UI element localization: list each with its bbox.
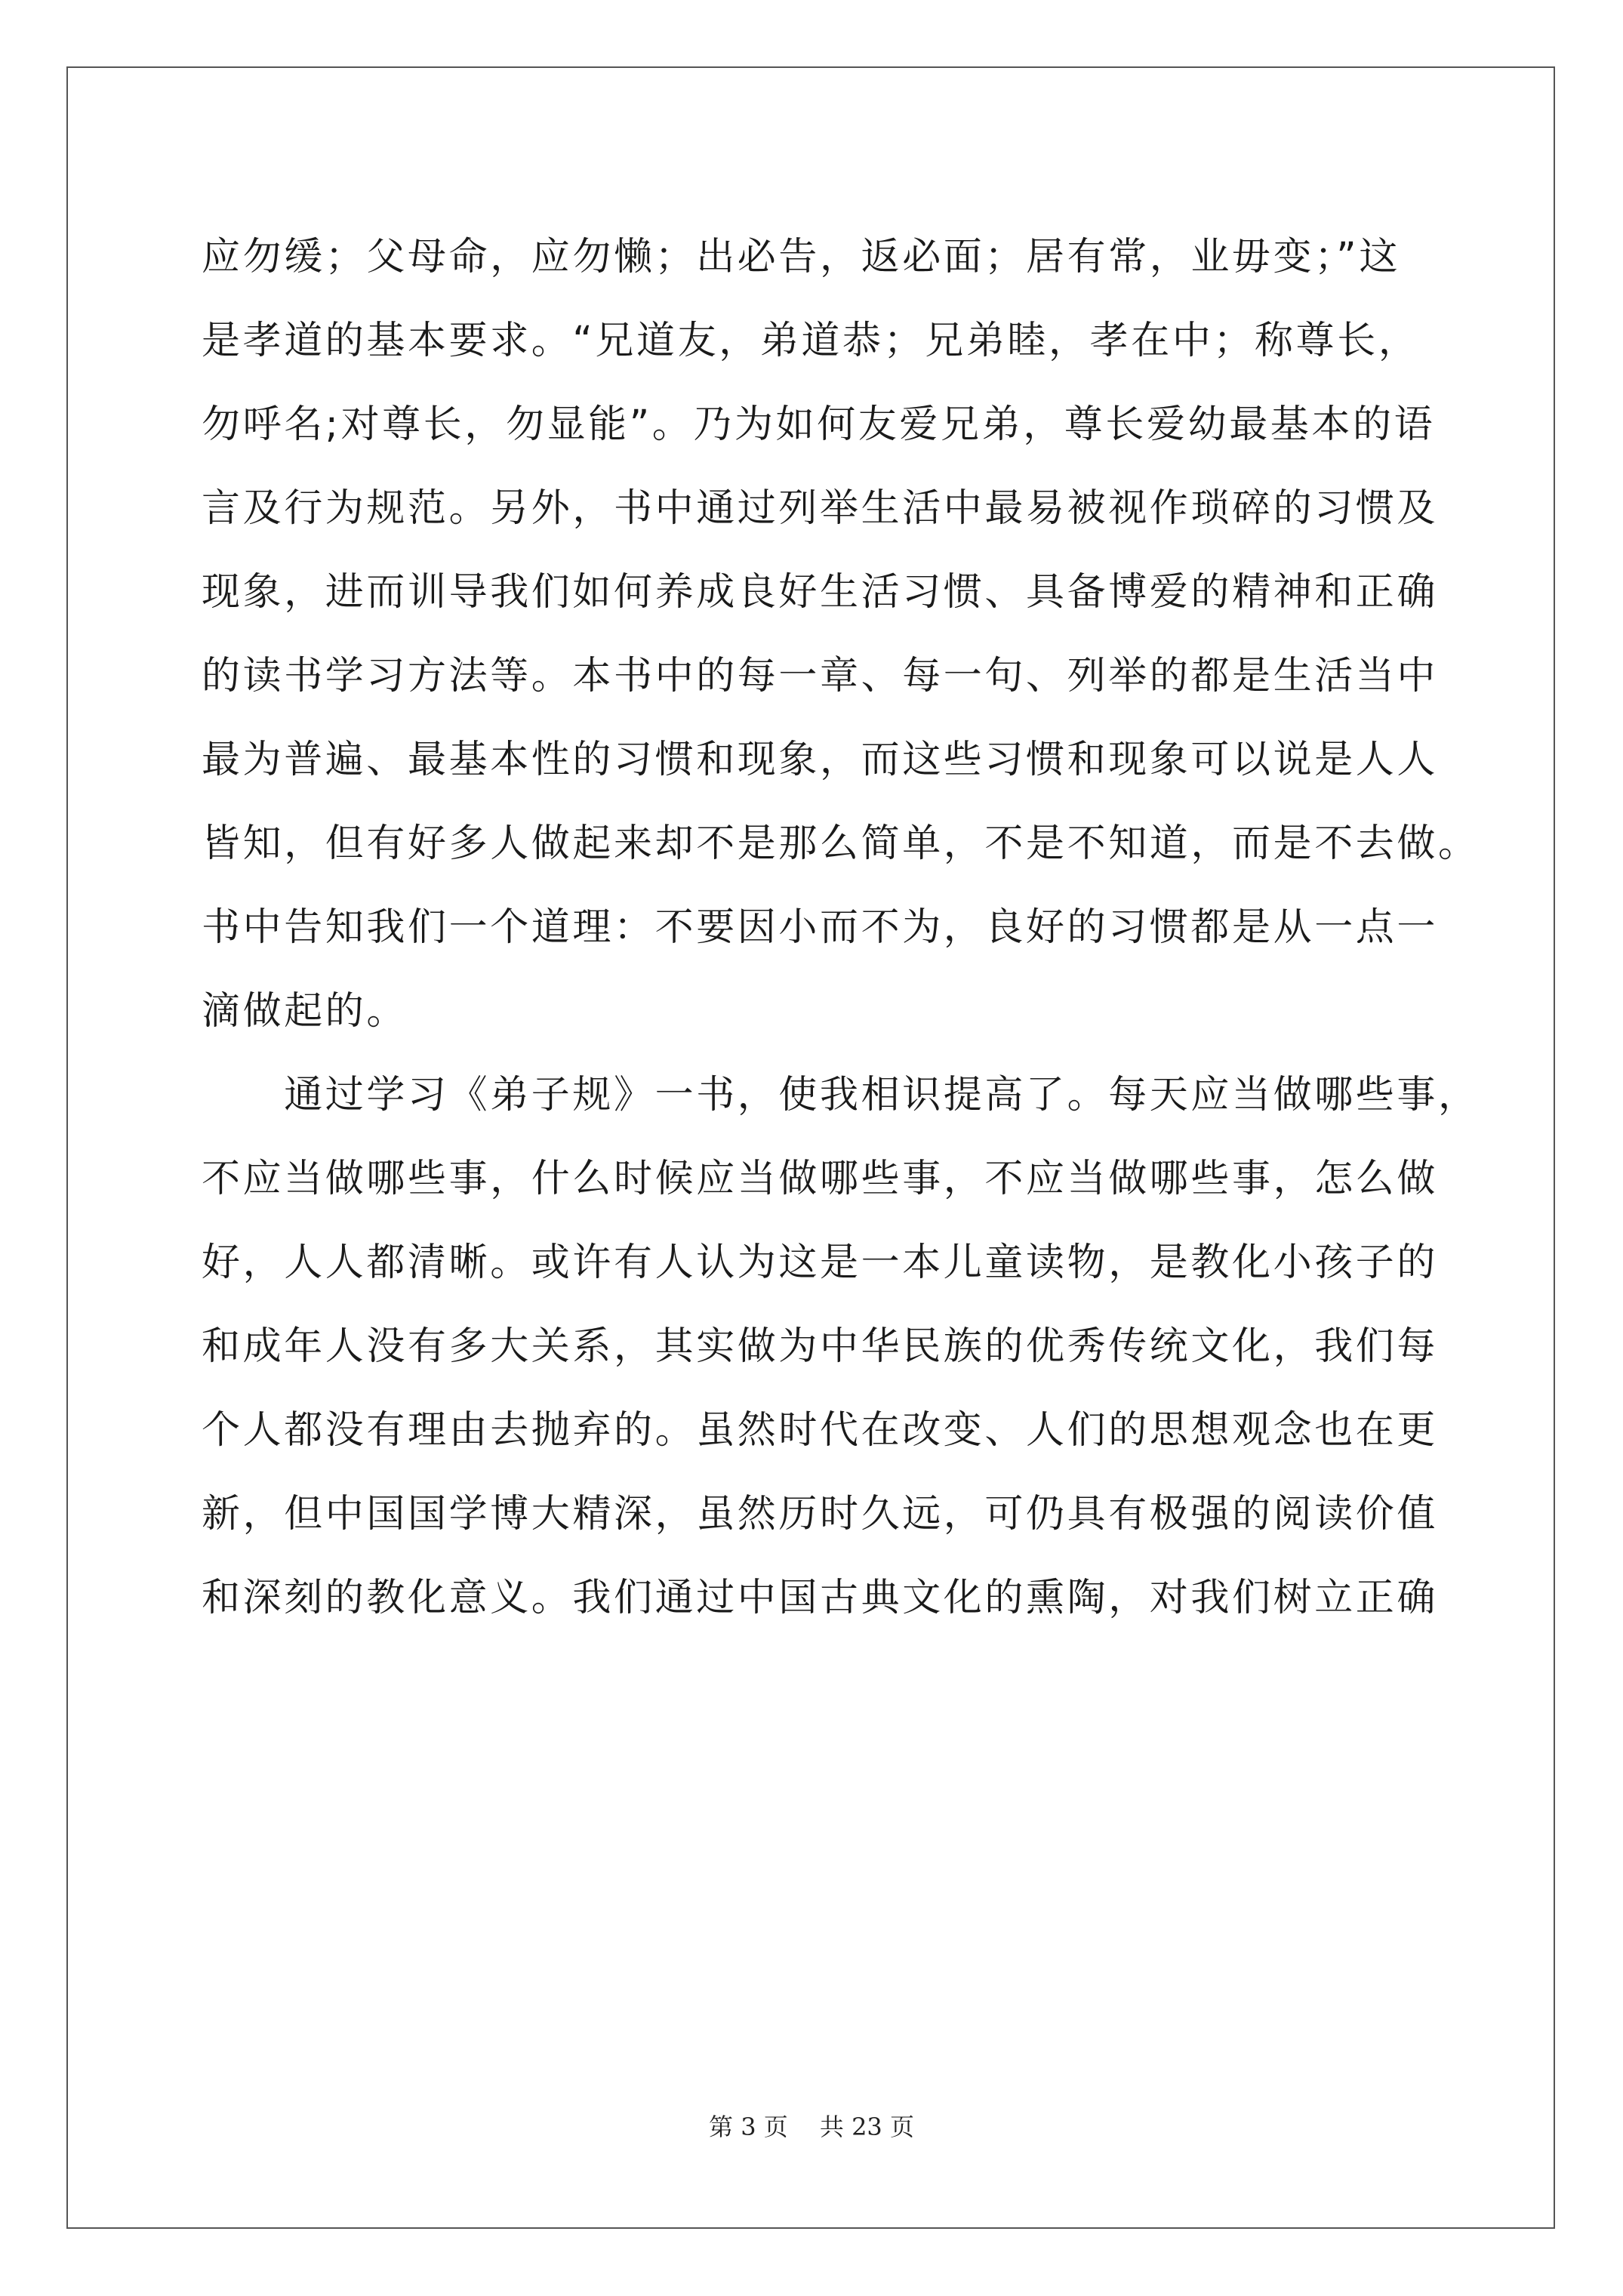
text-line: 和成年人没有多大关系，其实做为中华民族的优秀传统文化，我们每 (202, 1324, 1439, 1369)
page-number: 第 3 页 共 23 页 (709, 2113, 914, 2141)
text-line: 是孝道的基本要求。“兄道友，弟道恭；兄弟睦，孝在中；称尊长， (202, 319, 1420, 363)
text-line: 皆知，但有好多人做起来却不是那么简单，不是不知道，而是不去做。 (202, 821, 1480, 866)
text-line: 滴做起的。 (202, 989, 408, 1034)
text-line: 言及行为规范。另外，书中通过列举生活中最易被视作琐碎的习惯及 (202, 486, 1439, 531)
text-line: 不应当做哪些事，什么时候应当做哪些事，不应当做哪些事，怎么做 (202, 1157, 1439, 1201)
text-line: 勿呼名;对尊长，勿显能”。乃为如何友爱兄弟，尊长爱幼最基本的语 (202, 402, 1436, 447)
text-line: 新，但中国国学博大精深，虽然历时久远，可仍具有极强的阅读价值 (202, 1492, 1439, 1536)
text-line: 个人都没有理由去抛弃的。虽然时代在改变、人们的思想观念也在更 (202, 1408, 1439, 1453)
text-line: 书中告知我们一个道理：不要因小而不为，良好的习惯都是从一点一 (202, 905, 1439, 950)
text-line: 现象，进而训导我们如何养成良好生活习惯、具备博爱的精神和正确 (202, 570, 1439, 615)
document-body (202, 216, 1480, 1641)
text-line: 和深刻的教化意义。我们通过中国古典文化的熏陶，对我们树立正确 (202, 1576, 1439, 1620)
text-line: 通过学习《弟子规》一书，使我相识提高了。每天应当做哪些事， (202, 1073, 1480, 1117)
text-line: 应勿缓；父母命，应勿懒；出必告，返必面；居有常，业毋变；”这 (202, 235, 1400, 279)
text-line: 的读书学习方法等。本书中的每一章、每一句、列举的都是生活当中 (202, 654, 1439, 698)
text-line: 最为普遍、最基本性的习惯和现象，而这些习惯和现象可以说是人人 (202, 738, 1439, 782)
text-line: 好，人人都清晰。或许有人认为这是一本儿童读物，是教化小孩子的 (202, 1240, 1439, 1285)
